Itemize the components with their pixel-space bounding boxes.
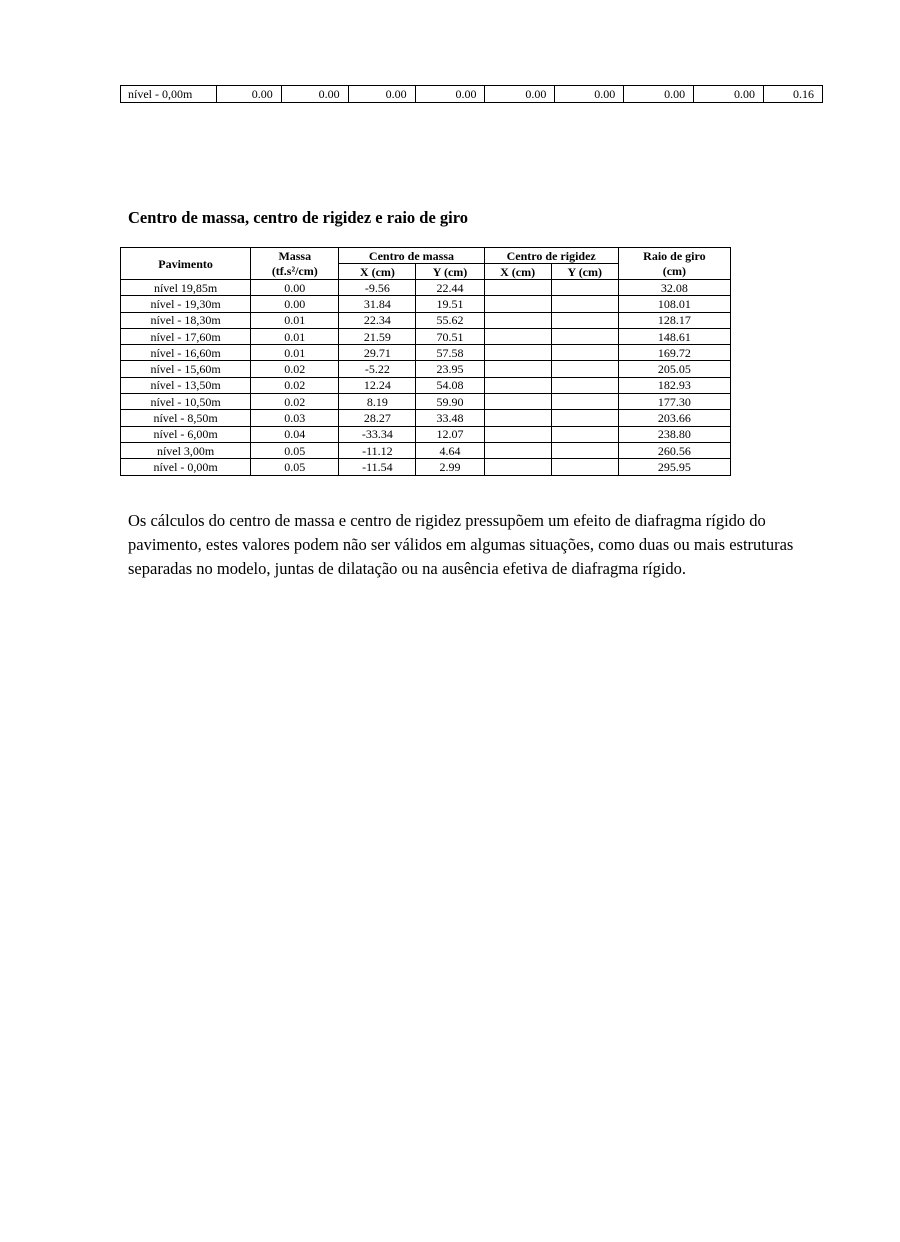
header-centro-rigidez: Centro de rigidez bbox=[484, 248, 618, 264]
value-cell: 0.16 bbox=[764, 86, 823, 103]
cm-x-cell: 21.59 bbox=[339, 328, 416, 344]
table-row bbox=[121, 426, 731, 442]
cr-x-cell bbox=[484, 361, 551, 377]
massa-cell: 0.05 bbox=[251, 442, 339, 458]
section-title: Centro de massa, centro de rigidez e raio de giro bbox=[128, 208, 469, 227]
header-centro-massa: Centro de massa bbox=[339, 248, 484, 264]
cm-x-cell: -11.12 bbox=[339, 442, 416, 458]
pavimento-cell: nível - 8,50m bbox=[121, 410, 251, 426]
cr-y-cell bbox=[551, 442, 618, 458]
cm-x-cell: 22.34 bbox=[339, 312, 416, 328]
pavimento-cell: nível 19,85m bbox=[121, 280, 251, 296]
raio-cell: 32.08 bbox=[618, 280, 730, 296]
raio-cell: 128.17 bbox=[618, 312, 730, 328]
cr-y-cell bbox=[551, 377, 618, 393]
table-row bbox=[121, 394, 731, 410]
cr-y-cell bbox=[551, 459, 618, 475]
header-cm-x: X (cm) bbox=[339, 264, 416, 280]
raio-cell: 238.80 bbox=[618, 426, 730, 442]
cm-y-cell: 12.07 bbox=[416, 426, 484, 442]
cm-x-cell: -5.22 bbox=[339, 361, 416, 377]
cr-x-cell bbox=[484, 410, 551, 426]
pavimento-cell: nível 3,00m bbox=[121, 442, 251, 458]
massa-cell: 0.04 bbox=[251, 426, 339, 442]
cr-y-cell bbox=[551, 328, 618, 344]
table-row bbox=[121, 312, 731, 328]
table-row bbox=[121, 459, 731, 475]
value-cell: 0.00 bbox=[694, 86, 764, 103]
cr-y-cell bbox=[551, 426, 618, 442]
raio-cell: 148.61 bbox=[618, 328, 730, 344]
massa-cell: 0.02 bbox=[251, 361, 339, 377]
pavimento-cell: nível - 10,50m bbox=[121, 394, 251, 410]
cr-x-cell bbox=[484, 312, 551, 328]
pavimento-cell: nível - 0,00m bbox=[121, 459, 251, 475]
pavimento-cell: nível - 18,30m bbox=[121, 312, 251, 328]
header-massa: Massa bbox=[251, 248, 339, 264]
massa-cell: 0.02 bbox=[251, 394, 339, 410]
cm-y-cell: 55.62 bbox=[416, 312, 484, 328]
note-paragraph: Os cálculos do centro de massa e centro de rigidez pressupõem um efeito de diafragma rígido do pavimento, estes valores podem não ser válidos em algumas situações, como duas ou mais estruturas separadas no modelo, juntas de dilatação ou na ausência efetiva de diafragma rígido. bbox=[128, 511, 794, 578]
cr-x-cell bbox=[484, 345, 551, 361]
cm-y-cell: 4.64 bbox=[416, 442, 484, 458]
massa-cell: 0.01 bbox=[251, 328, 339, 344]
massa-cell: 0.00 bbox=[251, 280, 339, 296]
cm-x-cell: -11.54 bbox=[339, 459, 416, 475]
cr-y-cell bbox=[551, 280, 618, 296]
massa-cell: 0.01 bbox=[251, 312, 339, 328]
cr-x-cell bbox=[484, 296, 551, 312]
table-body bbox=[121, 280, 731, 476]
value-cell: 0.00 bbox=[216, 86, 281, 103]
raio-cell: 177.30 bbox=[618, 394, 730, 410]
raio-cell: 295.95 bbox=[618, 459, 730, 475]
header-cm-y: Y (cm) bbox=[416, 264, 484, 280]
cr-y-cell bbox=[551, 410, 618, 426]
raio-cell: 260.56 bbox=[618, 442, 730, 458]
table-row bbox=[121, 442, 731, 458]
cm-y-cell: 33.48 bbox=[416, 410, 484, 426]
level-cell: nível - 0,00m bbox=[121, 86, 217, 103]
pavimento-cell: nível - 6,00m bbox=[121, 426, 251, 442]
header-raio-giro: Raio de giro bbox=[618, 248, 730, 264]
massa-cell: 0.03 bbox=[251, 410, 339, 426]
cr-x-cell bbox=[484, 426, 551, 442]
pavimento-cell: nível - 17,60m bbox=[121, 328, 251, 344]
cm-y-cell: 23.95 bbox=[416, 361, 484, 377]
cr-y-cell bbox=[551, 361, 618, 377]
header-massa-unit: (tf.s²/cm) bbox=[251, 264, 339, 280]
raio-cell: 203.66 bbox=[618, 410, 730, 426]
cm-y-cell: 2.99 bbox=[416, 459, 484, 475]
cm-x-cell: -9.56 bbox=[339, 280, 416, 296]
cr-y-cell bbox=[551, 312, 618, 328]
cm-x-cell: 8.19 bbox=[339, 394, 416, 410]
header-pavimento: Pavimento bbox=[121, 248, 251, 280]
pavimento-cell: nível - 19,30m bbox=[121, 296, 251, 312]
pavimento-cell: nível - 16,60m bbox=[121, 345, 251, 361]
header-cr-x: X (cm) bbox=[484, 264, 551, 280]
header-raio-unit: (cm) bbox=[618, 264, 730, 280]
header-row bbox=[121, 248, 731, 264]
table-row bbox=[121, 280, 731, 296]
table-row bbox=[121, 345, 731, 361]
cr-x-cell bbox=[484, 394, 551, 410]
cr-x-cell bbox=[484, 328, 551, 344]
cm-x-cell: -33.34 bbox=[339, 426, 416, 442]
table-row bbox=[121, 328, 731, 344]
raio-cell: 169.72 bbox=[618, 345, 730, 361]
raio-cell: 182.93 bbox=[618, 377, 730, 393]
cr-x-cell bbox=[484, 280, 551, 296]
massa-cell: 0.01 bbox=[251, 345, 339, 361]
cm-y-cell: 70.51 bbox=[416, 328, 484, 344]
table-row bbox=[121, 361, 731, 377]
cm-x-cell: 29.71 bbox=[339, 345, 416, 361]
table-row bbox=[121, 377, 731, 393]
previous-table-last-row bbox=[120, 85, 823, 103]
cm-y-cell: 59.90 bbox=[416, 394, 484, 410]
cm-y-cell: 22.44 bbox=[416, 280, 484, 296]
cr-x-cell bbox=[484, 459, 551, 475]
cm-y-cell: 19.51 bbox=[416, 296, 484, 312]
massa-cell: 0.00 bbox=[251, 296, 339, 312]
pavimento-cell: nível - 13,50m bbox=[121, 377, 251, 393]
cr-y-cell bbox=[551, 296, 618, 312]
mass-center-table bbox=[120, 247, 731, 476]
cr-x-cell bbox=[484, 377, 551, 393]
raio-cell: 205.05 bbox=[618, 361, 730, 377]
table-row bbox=[121, 296, 731, 312]
table-row bbox=[121, 86, 823, 103]
massa-cell: 0.05 bbox=[251, 459, 339, 475]
value-cell: 0.00 bbox=[281, 86, 348, 103]
cm-y-cell: 54.08 bbox=[416, 377, 484, 393]
value-cell: 0.00 bbox=[624, 86, 694, 103]
raio-cell: 108.01 bbox=[618, 296, 730, 312]
pavimento-cell: nível - 15,60m bbox=[121, 361, 251, 377]
value-cell: 0.00 bbox=[485, 86, 555, 103]
value-cell: 0.00 bbox=[555, 86, 624, 103]
massa-cell: 0.02 bbox=[251, 377, 339, 393]
value-cell: 0.00 bbox=[415, 86, 485, 103]
cm-x-cell: 28.27 bbox=[339, 410, 416, 426]
cr-x-cell bbox=[484, 442, 551, 458]
cr-y-cell bbox=[551, 345, 618, 361]
value-cell: 0.00 bbox=[348, 86, 415, 103]
cm-x-cell: 31.84 bbox=[339, 296, 416, 312]
table-row bbox=[121, 410, 731, 426]
cm-y-cell: 57.58 bbox=[416, 345, 484, 361]
cm-x-cell: 12.24 bbox=[339, 377, 416, 393]
header-cr-y: Y (cm) bbox=[551, 264, 618, 280]
cr-y-cell bbox=[551, 394, 618, 410]
